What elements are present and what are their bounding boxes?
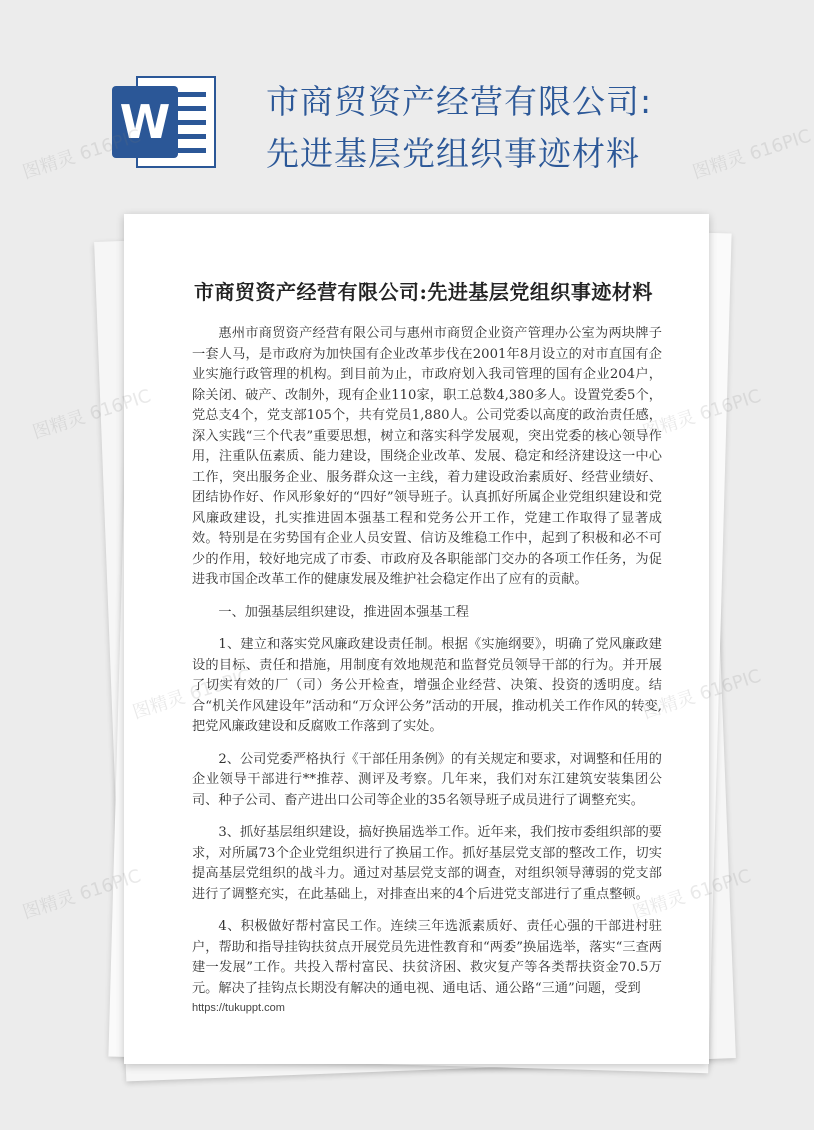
section-heading: 一、加强基层组织建设，推进固本强基工程 xyxy=(218,604,469,620)
watermark: 图精灵 616PIC xyxy=(30,385,154,444)
paragraph-item-1: 1、建立和落实党风廉政建设责任制。根据《实施纲要》，明确了党风廉政建设的目标、责任和措施，用制度有效地规范和监督党员领导干部的行为。并开展了切实有效的厂（司）务公开检查，增强企业经营、决策、投资的透明度。结合“机关作风建设年”活动和“万众评公务”活动的开展，推动机关工作作风的转变,把党风廉政建设和反腐败工作落到了实处。 xyxy=(192,637,662,734)
word-badge: W xyxy=(112,86,178,158)
word-icon xyxy=(112,76,216,168)
watermark: 616PIC xyxy=(697,665,764,705)
paragraph-intro: 惠州市商贸资产经营有限公司与惠州市商贸企业资产管理办公室为两块牌子一套人马，是市政府为加快国有企业改革步伐在2001年8月设立的对市直国有企业实施行政管理的机构。到目前为止，市政府划入我司管理的国有企业204户，除关闭、破产、改制外，现有企业110家，职工总数4,380多人。设置党委5个，党总支4个，党支部105个，共有党员1,880人。公司党委以高度的政治责任感，深入实践“三个代表”重要思想，树立和落实科学发展观，突出党委的核心领导作用，注重队伍素质、能力建设，围绕企业改革、发展、稳定和经济建设这一中心工作，突出服务企业、服务群众这一主线，着力建设政治素质好、经营业绩好、团结协作好、作风形象好的“四好”领导班子。认真抓好所属企业党组织建设和党风廉政建设，扎实推进固本强基工程和党务公开工作，党建工作取得了显著成效。特别是在劣势国有企业人员安置、信访及维稳工作中，起到了积极和必不可少的作用，较好地完成了市委、市政府及各职能部门交办的各项工作任务，为促进我市国企改革工作的健康发展及维护社会稳定作出了应有的贡献。 xyxy=(192,326,662,587)
watermark: 图精灵 616PIC xyxy=(20,865,144,924)
header-title: 市商贸资产经营有限公司:先进基层党组织事迹材料 xyxy=(266,82,653,173)
document-body xyxy=(192,324,662,1011)
paragraph-item-3: 3、抓好基层组织建设，搞好换届选举工作。近年来，我们按市委组织部的要求，对所属73个企业党组织进行了换届工作。抓好基层党支部的整改工作，切实提高基层党组织的战斗力。通过对基层党支部的调查，对组织领导薄弱的党支部进行了调整充实，在此基础上，对排查出来的4个后进党支部进行了重点整顿。 xyxy=(192,825,662,902)
footer-url: https://tukuppt.com xyxy=(192,1002,285,1014)
paragraph-item-2: 2、公司党委严格执行《干部任用条例》的有关规定和要求，对调整和任用的企业领导干部进行**推荐、测评及考察。几年来，我们对东江建筑安装集团公司、种子公司、畜产进出口公司等企业的35名领导班子成员进行了调整充实。 xyxy=(192,751,662,808)
header xyxy=(0,0,800,200)
paragraph-item-4: 4、积极做好帮村富民工作。连续三年选派素质好、责任心强的干部进村驻户，帮助和指导挂钩扶贫点开展党员先进性教育和“两委”换届选举，落实“三查两建一发展”工作。共投入帮村富民、扶贫济困、救灾复产等各类帮扶资金70.5万元。解决了挂钩点长期没有解决的通电视、通电话、通公路“三通”问题，受到 xyxy=(192,919,662,996)
page-title: 市商贸资产经营有限公司:先进基层党组织事迹材料 xyxy=(194,280,653,304)
watermark: 图精灵 616PIC xyxy=(690,125,814,184)
watermark: 616PIC xyxy=(697,385,764,425)
document-page xyxy=(124,214,709,1064)
watermark: 图精灵 616PIC xyxy=(20,125,144,184)
